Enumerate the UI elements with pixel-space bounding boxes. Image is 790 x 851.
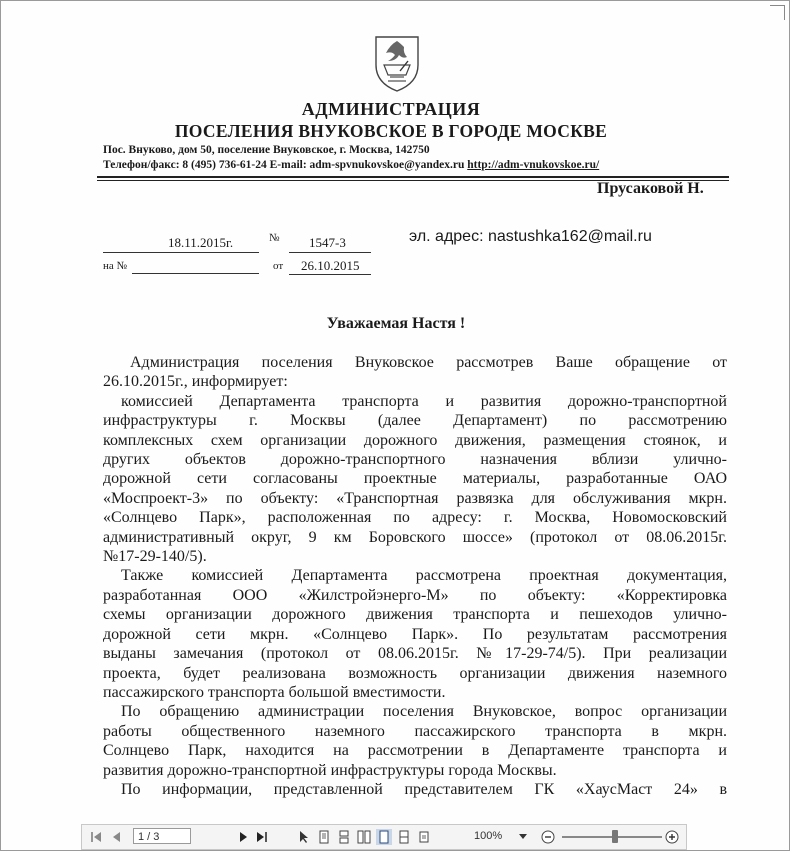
ref-number-label: на № (103, 260, 128, 272)
zoom-slider-handle[interactable] (612, 830, 618, 843)
greeting: Уважаемая Настя ! (326, 315, 466, 332)
first-page-icon[interactable] (88, 829, 104, 845)
org-title: АДМИНИСТРАЦИЯ (301, 99, 481, 119)
fit-width-icon[interactable] (376, 829, 392, 845)
viewer-toolbar (81, 824, 687, 850)
continuous-view-icon[interactable] (336, 829, 352, 845)
chevron-down-icon[interactable] (518, 829, 528, 845)
outgoing-date: 18.11.2015г. (168, 235, 234, 250)
body-line: По обращению администрации поселения Внуковское, вопрос организации (121, 703, 727, 721)
body-line: Администрация поселения Внуковское рассмотрев Ваше обращение от (130, 354, 727, 371)
facing-view-icon[interactable] (356, 829, 372, 845)
body-line: дорожной сети мкрн. «Солнцево Парк». По результатам рассмотрения (103, 625, 727, 643)
body-line: административный округ, 9 км Боровского шоссе» (протокол от 08.06.2015г. (103, 528, 727, 546)
number-label: № (269, 232, 280, 244)
body-line: выданы замечания (протокол от 08.06.2015г. №17-29-74/5). При реализации (103, 645, 727, 663)
prev-page-icon[interactable] (108, 829, 124, 845)
body-line: пассажирского транспорта большой вместимости. (103, 683, 446, 701)
last-page-icon[interactable] (254, 829, 270, 845)
recipient-email: эл. адрес: nastushka162@mail.ru (409, 228, 652, 245)
zoom-out-icon[interactable] (540, 829, 556, 845)
body-line: «Солнцево Парк», расположенная по адресу: г. Москва, Новомосковский (103, 509, 727, 527)
body-line: дорожной сети согласованы проектные материалы, разработанные ОАО (103, 470, 727, 488)
body-line: 26.10.2015г., информирует: (103, 373, 288, 391)
body-line: проекта, будет реализована возможность организации движения наземного (103, 664, 727, 682)
next-page-icon[interactable] (236, 829, 252, 845)
body-line: развития дорожно-транспортной инфраструктуры города Москвы. (103, 761, 557, 779)
zoom-level[interactable]: 100% (474, 830, 503, 842)
body-line: №17-29-140/5). (103, 548, 207, 566)
body-line: комплексных схем организации дорожного движения, размещения стоянок, и (103, 431, 727, 449)
body-line: Солнцево Парк, находится на рассмотрении в Департаменте транспорта и (103, 742, 727, 760)
body-line: разработанная ООО «Жилстройэнерго-М» по объекту: «Корректировка (103, 586, 727, 604)
body-line: «Моспроект-3» по объекту: «Транспортная развязка для обслуживания мкрн. (103, 489, 727, 507)
body-line: По информации, представленной представителем ГК «ХаусМаст 24» в (121, 780, 727, 798)
ref-number-underline (132, 273, 259, 274)
ref-date-underline (289, 274, 371, 275)
select-tool-icon[interactable] (296, 829, 312, 845)
body-line: других объектов дорожно-транспортного назначения вблизи улично- (103, 451, 727, 469)
ref-date-label: от (273, 260, 284, 272)
body-line: инфраструктуры г. Москвы (далее Департамент) по рассмотрению (103, 412, 727, 430)
single-page-view-icon[interactable] (316, 829, 332, 845)
number-underline (289, 252, 371, 253)
zoom-in-icon[interactable] (664, 829, 680, 845)
org-subtitle: ПОСЕЛЕНИЯ ВНУКОВСКОЕ В ГОРОДЕ МОСКВЕ (174, 121, 608, 141)
letter-body (103, 353, 727, 799)
coat-of-arms-icon (370, 31, 424, 93)
body-line: работы общественного наземного пассажирского транспорта в мкрн. (103, 722, 727, 740)
page-corner-mark (770, 5, 785, 20)
website-link[interactable]: http://adm-vnukovskoe.ru/ (467, 159, 600, 171)
body-line: комиссией Департамента транспорта и развития дорожно-транспортной (121, 392, 727, 410)
recipient-name: Прусаковой Н. (597, 180, 704, 197)
org-contacts (103, 159, 599, 171)
fit-page-icon[interactable] (396, 829, 412, 845)
date-underline (103, 252, 259, 253)
ref-date: 26.10.2015 (301, 258, 360, 273)
page-number-input[interactable]: 1 / 3 (133, 828, 191, 844)
header-rule-thick (97, 176, 729, 178)
body-line: Также комиссией Департамента рассмотрена проектная документация, (121, 567, 727, 585)
rotate-icon[interactable] (416, 829, 432, 845)
outgoing-number: 1547-3 (309, 235, 346, 250)
org-address: Пос. Внуково, дом 50, поселение Внуковское, г. Москва, 142750 (103, 144, 430, 156)
contacts-text: Телефон/факс: 8 (495) 736-61-24 E-mail: adm-spvnukovskoe@yandex.ru (103, 159, 465, 171)
body-line: схемы организации дорожного движения транспорта и пешеходов улично- (103, 606, 727, 624)
